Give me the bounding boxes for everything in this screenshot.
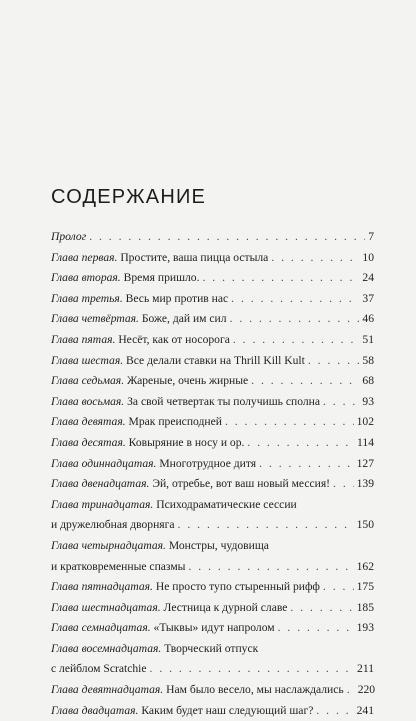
show-through-page — [0, 0, 416, 160]
page-number: 7 — [368, 230, 374, 243]
chapter-title: Творческий отпуск — [164, 641, 259, 655]
dot-leader — [247, 433, 354, 454]
toc-entry-text — [51, 454, 256, 475]
dot-leader — [178, 515, 354, 536]
toc-entry-text — [51, 659, 147, 680]
toc-entry-text — [51, 598, 287, 619]
toc-entry-first-line — [51, 639, 374, 660]
page-number: 241 — [356, 703, 374, 717]
toc-entry-text — [51, 351, 305, 372]
toc-entry[interactable] — [51, 412, 374, 433]
toc-entry[interactable] — [51, 598, 374, 619]
toc-entry-line — [51, 392, 374, 413]
toc-entry[interactable] — [51, 289, 374, 310]
chapter-title: Простите, ваша пицца остыла — [120, 250, 269, 264]
chapter-title: Жареные, очень жирные — [127, 374, 249, 388]
page-number: 211 — [357, 662, 374, 676]
page-number: 175 — [356, 580, 374, 594]
toc-entry-line — [51, 330, 374, 351]
toc-entry-line — [51, 618, 374, 639]
toc-entry[interactable] — [51, 577, 374, 598]
chapter-title: Ковыряние в носу и ор. — [128, 435, 245, 449]
chapter-label: Глава пятая. — [51, 332, 116, 346]
toc-entry[interactable] — [51, 227, 374, 248]
toc-entry-line — [51, 371, 374, 392]
chapter-title: Весь мир против нас — [125, 291, 229, 305]
chapter-title: Несёт, как от носорога — [118, 332, 230, 346]
toc-entry-text — [51, 227, 86, 248]
chapter-title: Мрак преисподней — [128, 415, 222, 429]
toc-entry[interactable] — [51, 454, 374, 475]
page-number: 58 — [362, 353, 374, 367]
toc-entry[interactable] — [51, 351, 374, 372]
toc-entry-text — [51, 392, 320, 413]
chapter-title: с лейблом Scratchie — [51, 662, 147, 676]
toc-entry-line — [51, 289, 374, 310]
dot-leader — [233, 330, 360, 351]
chapter-title: Монстры, чудовища — [168, 538, 269, 552]
toc-entry[interactable] — [51, 701, 374, 721]
toc-entry[interactable] — [51, 639, 374, 680]
dot-leader — [308, 351, 360, 372]
page-number: 102 — [356, 415, 374, 429]
page-number: 51 — [362, 332, 374, 346]
table-of-contents — [51, 227, 374, 721]
dot-leader — [347, 680, 355, 701]
chapter-label: Глава десятая. — [51, 435, 126, 449]
chapter-title: Многотрудное дитя — [159, 456, 257, 470]
page-number: 37 — [362, 291, 374, 305]
chapter-label: Глава двенадцатая. — [51, 477, 150, 491]
chapter-title: и кратковременные спазмы — [51, 559, 186, 573]
dot-leader — [259, 454, 353, 475]
toc-entry[interactable] — [51, 680, 374, 701]
page-number: 10 — [362, 250, 374, 264]
dot-leader — [225, 412, 354, 433]
page-number: 185 — [356, 600, 374, 614]
toc-entry-text — [51, 371, 248, 392]
chapter-title: Психодраматические сессии — [156, 497, 297, 511]
chapter-label: Глава тринадцатая. — [51, 497, 154, 511]
chapter-label: Глава пятнадцатая. — [51, 580, 153, 594]
chapter-label: Глава восемнадцатая. — [51, 641, 162, 655]
dot-leader — [333, 474, 354, 495]
chapter-label: Глава девятая. — [51, 415, 126, 429]
chapter-label: Глава первая. — [51, 250, 118, 264]
toc-entry-text — [51, 515, 175, 536]
page-number: 220 — [357, 683, 376, 697]
toc-entry-line — [51, 309, 374, 330]
toc-entry-text — [51, 701, 313, 721]
toc-entry-text — [51, 433, 244, 454]
chapter-title: Не просто тупо стыренный рифф — [155, 580, 320, 594]
page-number: 162 — [356, 559, 374, 573]
page-number: 68 — [362, 374, 374, 388]
toc-entry-text — [51, 557, 185, 578]
chapter-label: Глава четвёртая. — [51, 312, 139, 326]
toc-entry-text — [51, 289, 228, 310]
page-number: 193 — [356, 621, 374, 635]
dot-leader — [188, 557, 353, 578]
toc-entry-line — [51, 515, 374, 536]
toc-entry[interactable] — [51, 268, 374, 289]
chapter-title: За свой четвертак ты получишь сполна — [127, 394, 320, 408]
toc-entry-text — [51, 268, 199, 289]
page-number: 127 — [356, 456, 374, 470]
dot-leader — [316, 701, 353, 721]
chapter-title: «Тыквы» идут напролом — [153, 621, 275, 635]
dot-leader — [251, 371, 359, 392]
toc-entry-text — [51, 412, 222, 433]
toc-entry-line — [51, 433, 374, 454]
chapter-label: Глава восьмая. — [51, 394, 125, 408]
dot-leader — [230, 309, 360, 330]
chapter-title: Боже, дай им сил — [141, 312, 227, 326]
chapter-label: Глава семнадцатая. — [51, 621, 151, 635]
chapter-label: Глава шестнадцатая. — [51, 600, 161, 614]
toc-entry[interactable] — [51, 495, 374, 536]
toc-entry-text — [51, 330, 230, 351]
chapter-label: Глава третья. — [51, 291, 123, 305]
toc-entry-text — [51, 309, 227, 330]
chapter-label: Пролог — [51, 230, 87, 243]
toc-entry[interactable] — [51, 392, 374, 413]
toc-entry-line — [51, 598, 374, 619]
dot-leader — [323, 577, 354, 598]
toc-entry-text — [51, 577, 320, 598]
page-number: 24 — [362, 271, 374, 285]
toc-entry[interactable] — [51, 618, 374, 639]
dot-leader — [290, 598, 353, 619]
chapter-title: Лестница к дурной славе — [163, 600, 288, 614]
toc-entry-text — [51, 618, 275, 639]
chapter-label: Глава седьмая. — [51, 374, 125, 388]
toc-entry-line — [51, 701, 374, 721]
toc-entry[interactable] — [51, 536, 374, 577]
toc-entry-line — [51, 557, 374, 578]
toc-entry-line — [51, 659, 374, 680]
chapter-title: и дружелюбная дворняга — [51, 518, 175, 532]
toc-entry-first-line — [51, 536, 374, 557]
toc-entry[interactable] — [51, 433, 374, 454]
toc-entry[interactable] — [51, 474, 374, 495]
toc-entry-text — [51, 680, 344, 701]
toc-entry-line — [51, 474, 374, 495]
dot-leader — [231, 289, 359, 310]
page-number: 114 — [357, 435, 374, 449]
toc-entry[interactable] — [51, 309, 374, 330]
dot-leader — [323, 392, 359, 413]
chapter-label: Глава одиннадцатая. — [51, 456, 157, 470]
dot-leader — [202, 268, 359, 289]
chapter-title: Время пришло. — [123, 271, 200, 285]
chapter-title: Нам было весело, мы наслаждались — [166, 683, 344, 697]
chapter-label: Глава вторая. — [51, 271, 121, 285]
toc-entry-line — [51, 248, 374, 269]
page-number: 139 — [356, 477, 374, 491]
page-number: 150 — [356, 518, 374, 532]
chapter-title: Все делали ставки на Thrill Kill Kult — [126, 353, 305, 367]
toc-entry-line — [51, 351, 374, 372]
toc-entry-line — [51, 412, 374, 433]
dot-leader — [150, 659, 355, 680]
chapter-label: Глава четырнадцатая. — [51, 538, 166, 552]
dot-leader — [89, 227, 365, 248]
chapter-label: Глава шестая. — [51, 353, 124, 367]
chapter-title: Эй, отребье, вот ваш новый мессия! — [152, 477, 331, 491]
page-number: 46 — [362, 312, 374, 326]
chapter-title: Каким будет наш следующий шаг? — [141, 703, 314, 717]
toc-entry[interactable] — [51, 371, 374, 392]
toc-entry-line — [51, 227, 374, 248]
dot-leader — [271, 248, 359, 269]
dot-leader — [278, 618, 354, 639]
toc-entry-text — [51, 248, 268, 269]
toc-entry[interactable] — [51, 248, 374, 269]
toc-entry-line — [51, 454, 374, 475]
chapter-label: Глава двадцатая. — [51, 703, 139, 717]
toc-entry[interactable] — [51, 330, 374, 351]
toc-entry-first-line — [51, 495, 374, 516]
page-number: 93 — [362, 394, 374, 408]
toc-entry-line — [51, 680, 374, 701]
toc-entry-text — [51, 474, 330, 495]
chapter-label: Глава девятнадцатая. — [51, 683, 164, 697]
toc-title: СОДЕРЖАНИЕ — [51, 186, 207, 208]
toc-entry-line — [51, 268, 374, 289]
toc-entry-line — [51, 577, 374, 598]
